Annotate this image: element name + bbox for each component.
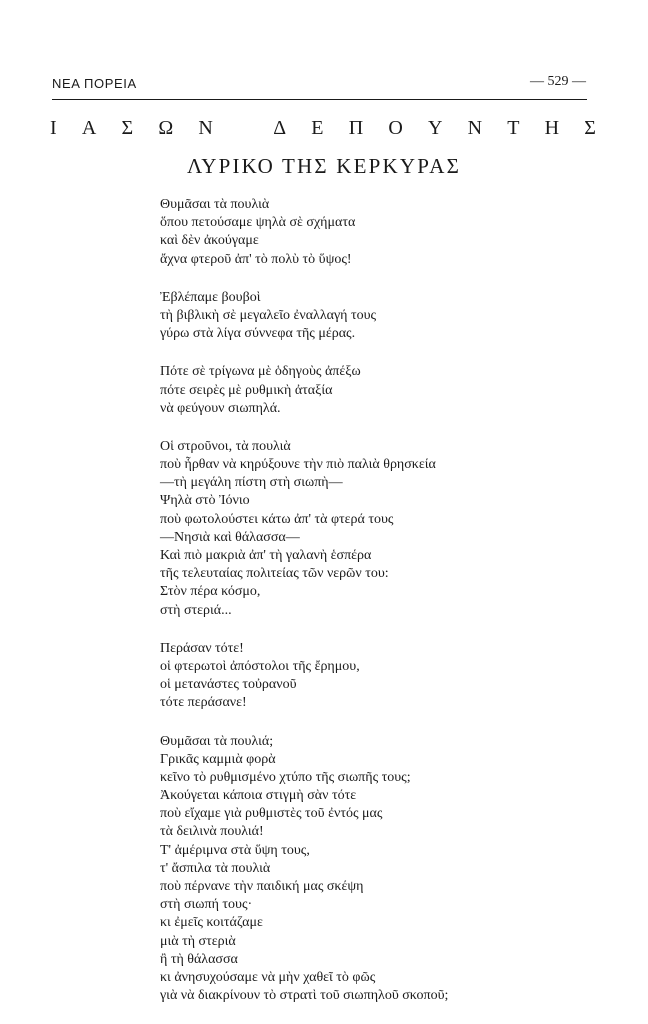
poem-line: ποὺ εἴχαμε γιὰ ρυθμιστὲς τοῦ ἐντός μας [160,806,383,822]
poem-line: ποὺ ἦρθαν νὰ κηρύξουνε τὴν πιὸ παλιὰ θρησκεία [160,457,436,473]
poem-line: καὶ δὲν ἀκούγαμε [160,233,259,249]
author-letter: Ω [158,117,174,139]
poem-line: Ἐβλέπαμε βουβοὶ [160,289,261,305]
poem-line: τότε περάσανε! [160,695,247,711]
poem-line: τὴ βιβλικὴ σὲ μεγαλεῖο ἐναλλαγή τους [160,307,377,323]
poem-line: πότε σειρὲς μὲ ρυθμικὴ ἀταξία [160,382,333,398]
stanza [160,733,600,1006]
header-rule [52,99,587,100]
poem-line: Καὶ πιὸ μακριὰ ἀπ' τὴ γαλανὴ ἑσπέρα [160,548,372,563]
author-name [50,117,596,140]
stanza-break [160,713,600,733]
poem-line: οἱ φτερωτοὶ ἀπόστολοι τῆς ἔρημου, [160,658,360,674]
stanza-break [160,343,600,363]
author-letter: Υ [427,117,443,139]
poem-line: Τ' ἀμέριμνα στὰ ὕψη τους, [160,842,310,858]
poem-line: κεῖνο τὸ ρυθμισμένο χτύπο τῆς σιωπῆς τους; [160,769,411,785]
author-letter: Η [544,117,560,139]
poem-line: ἄχνα φτεροῦ ἀπ' τὸ πολὺ τὸ ὕψος! [160,251,352,267]
poem-line: γιὰ νὰ διακρίνουν τὸ στρατὶ τοῦ σιωπηλοῦ σκοποῦ; [160,988,449,1004]
poem-line: τῆς τελευταίας πολιτείας τῶν νερῶν του: [160,566,389,582]
poem-line: ὅπου πετούσαμε ψηλὰ σὲ σχήματα [160,215,356,231]
poem-body [160,196,600,1005]
poem-line: Στὸν πέρα κόσμο, [160,584,261,600]
author-letter: Α [81,117,97,139]
author-letter: Σ [121,117,134,139]
poem-line: μιὰ τὴ στεριὰ [160,933,236,949]
poem-line: νὰ φεύγουν σιωπηλά. [160,400,281,416]
stanza [160,438,600,620]
page-number: — 529 — [530,74,586,89]
stanza [160,363,600,418]
poem-line: οἱ μετανάστες τοὐρανοῦ [160,677,297,693]
poem-line: τὰ δειλινὰ πουλιά! [160,824,264,840]
journal-name: ΝΕΑ ΠΟΡΕΙΑ [52,76,137,91]
poem-line: Γρικᾶς καμμιὰ φορὰ [160,751,276,767]
poem-line: κι ἀνησυχούσαμε νὰ μὴν χαθεῖ τὸ φῶς [160,969,376,985]
poem-line: Ἀκούγεται κάποια στιγμὴ σὰν τότε [160,788,357,804]
poem-line: Θυμᾶσαι τὰ πουλιά; [160,733,274,749]
poem-line: γύρω στὰ λίγα σύννεφα τῆς μέρας. [160,326,356,342]
author-letter: Τ [507,117,520,139]
poem-line: Πότε σὲ τρίγωνα μὲ ὁδηγοὺς ἀπέξω [160,364,361,380]
poem-line: Ψηλὰ στὸ Ἰόνιο [160,493,250,509]
poem-line: στὴ σιωπή τους· [160,897,253,913]
author-letter: Π [348,117,364,139]
author-letter: Ε [311,117,324,139]
stanza-break [160,269,600,289]
running-head [52,76,586,96]
author-letter: Ν [467,117,483,139]
stanza [160,640,600,713]
author-letter: Ν [198,117,213,139]
poem-line: ποὺ φωτολούστει κάτω ἀπ' τὰ φτερά τους [160,511,394,527]
author-letter: Δ [273,117,287,139]
stanza [160,289,600,344]
poem-line: κι ἐμεῖς κοιτάζαμε [160,915,263,931]
poem-line: Οἱ στροῦνοι, τὰ πουλιὰ [160,438,291,454]
poem-line: —τὴ μεγάλη πίστη στὴ σιωπὴ— [160,475,343,491]
stanza-break [160,620,600,640]
author-letter: Σ [584,117,596,139]
author-letter: Ο [388,117,403,139]
author-word-gap [238,117,248,140]
poem-line: ἢ τὴ θάλασσα [160,951,238,967]
author-letter: Ι [50,117,57,139]
poem-line: ποὺ πέρνανε τὴν παιδική μας σκέψη [160,879,364,894]
poem-line: Θυμᾶσαι τὰ πουλιὰ [160,197,270,212]
poem-line: τ' ἄσπιλα τὰ πουλιὰ [160,860,271,876]
poem-line: Περάσαν τότε! [160,640,244,656]
poem-line: —Νησιὰ καὶ θάλασσα— [160,529,300,545]
stanza-break [160,418,600,438]
poem-line: στὴ στεριά... [160,602,232,618]
poem-title: ΛΥΡΙΚΟ ΤΗΣ ΚΕΡΚΥΡΑΣ [186,154,462,178]
stanza [160,196,600,269]
